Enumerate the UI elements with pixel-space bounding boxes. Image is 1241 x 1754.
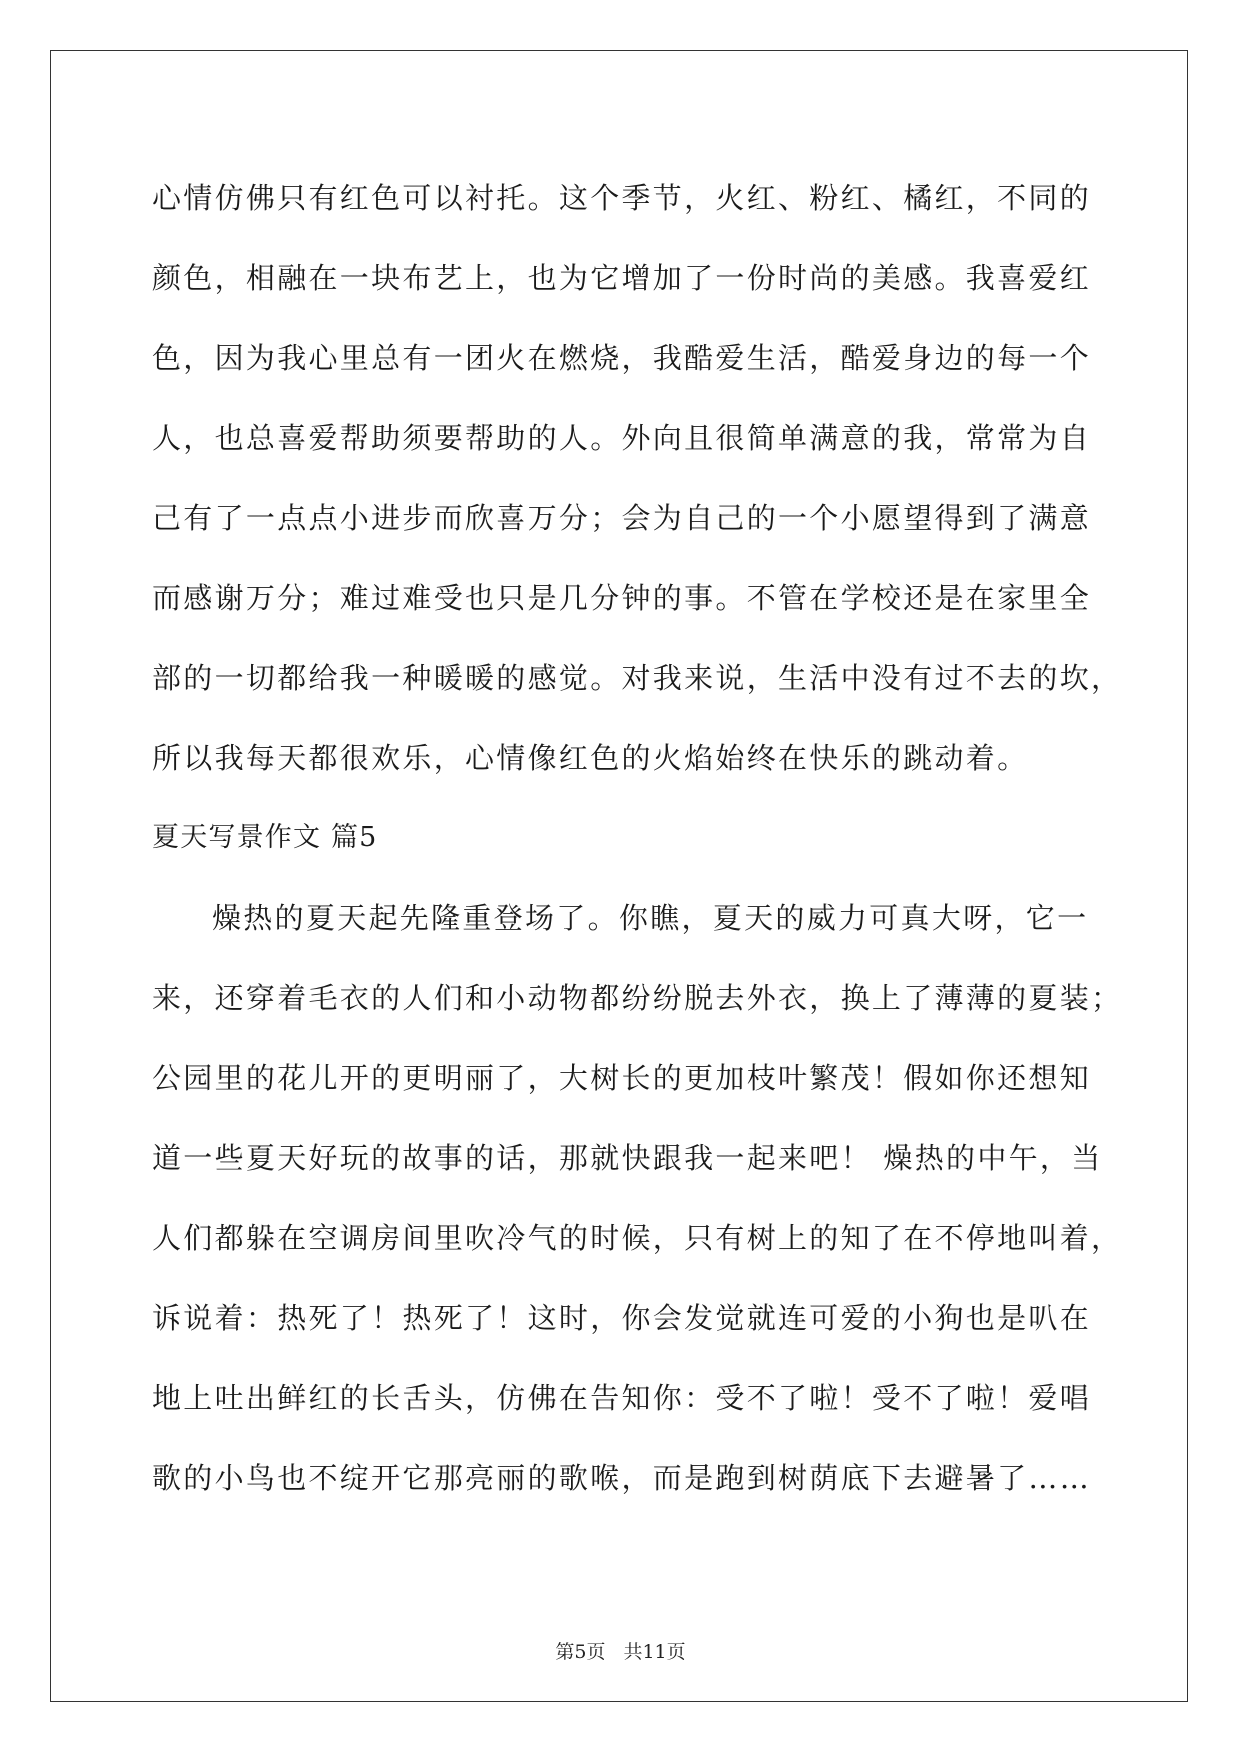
paragraph-line: 燥热的夏天起先隆重登场了。你瞧，夏天的威力可真大呀，它一	[212, 901, 1089, 935]
paragraph-line: 道一些夏天好玩的故事的话，那就快跟我一起来吧！ 燥热的中午，当	[152, 1141, 1103, 1175]
paragraph-line: 来，还穿着毛衣的人们和小动物都纷纷脱去外衣，换上了薄薄的夏装；	[152, 981, 1123, 1015]
text-line: 颜色，相融在一块布艺上，也为它增加了一份时尚的美感。我喜爱红	[152, 261, 1092, 295]
paragraph-line: 诉说着：热死了！热死了！这时，你会发觉就连可爱的小狗也是叭在	[152, 1301, 1092, 1335]
text-line: 己有了一点点小进步而欣喜万分；会为自己的一个小愿望得到了满意	[152, 501, 1092, 535]
page-total: 共11页	[623, 1641, 686, 1663]
text-line: 色，因为我心里总有一团火在燃烧，我酷爱生活，酷爱身边的每一个	[152, 341, 1092, 375]
text-line: 心情仿佛只有红色可以衬托。这个季节，火红、粉红、橘红，不同的	[152, 181, 1092, 215]
paragraph-line: 公园里的花儿开的更明丽了，大树长的更加枝叶繁茂！假如你还想知	[152, 1061, 1092, 1095]
page-footer	[0, 1637, 1241, 1664]
paragraph-line: 歌的小鸟也不绽开它那亮丽的歌喉，而是跑到树荫底下去避暑了……	[152, 1461, 1092, 1495]
text-line: 所以我每天都很欢乐，心情像红色的火焰始终在快乐的跳动着。	[152, 741, 1029, 775]
paragraph-line: 地上吐出鲜红的长舌头，仿佛在告知你：受不了啦！受不了啦！爱唱	[152, 1381, 1092, 1415]
paragraph-line: 人们都躲在空调房间里吹冷气的时候，只有树上的知了在不停地叫着，	[152, 1221, 1123, 1255]
text-line: 部的一切都给我一种暖暖的感觉。对我来说，生活中没有过不去的坎，	[152, 661, 1123, 695]
page-number: 第5页	[555, 1641, 606, 1663]
text-line: 而感谢万分；难过难受也只是几分钟的事。不管在学校还是在家里全	[152, 581, 1092, 615]
document-body	[152, 158, 1123, 1518]
text-line: 人，也总喜爱帮助须要帮助的人。外向且很简单满意的我，常常为自	[152, 421, 1092, 455]
section-heading: 夏天写景作文 篇5	[152, 822, 378, 853]
